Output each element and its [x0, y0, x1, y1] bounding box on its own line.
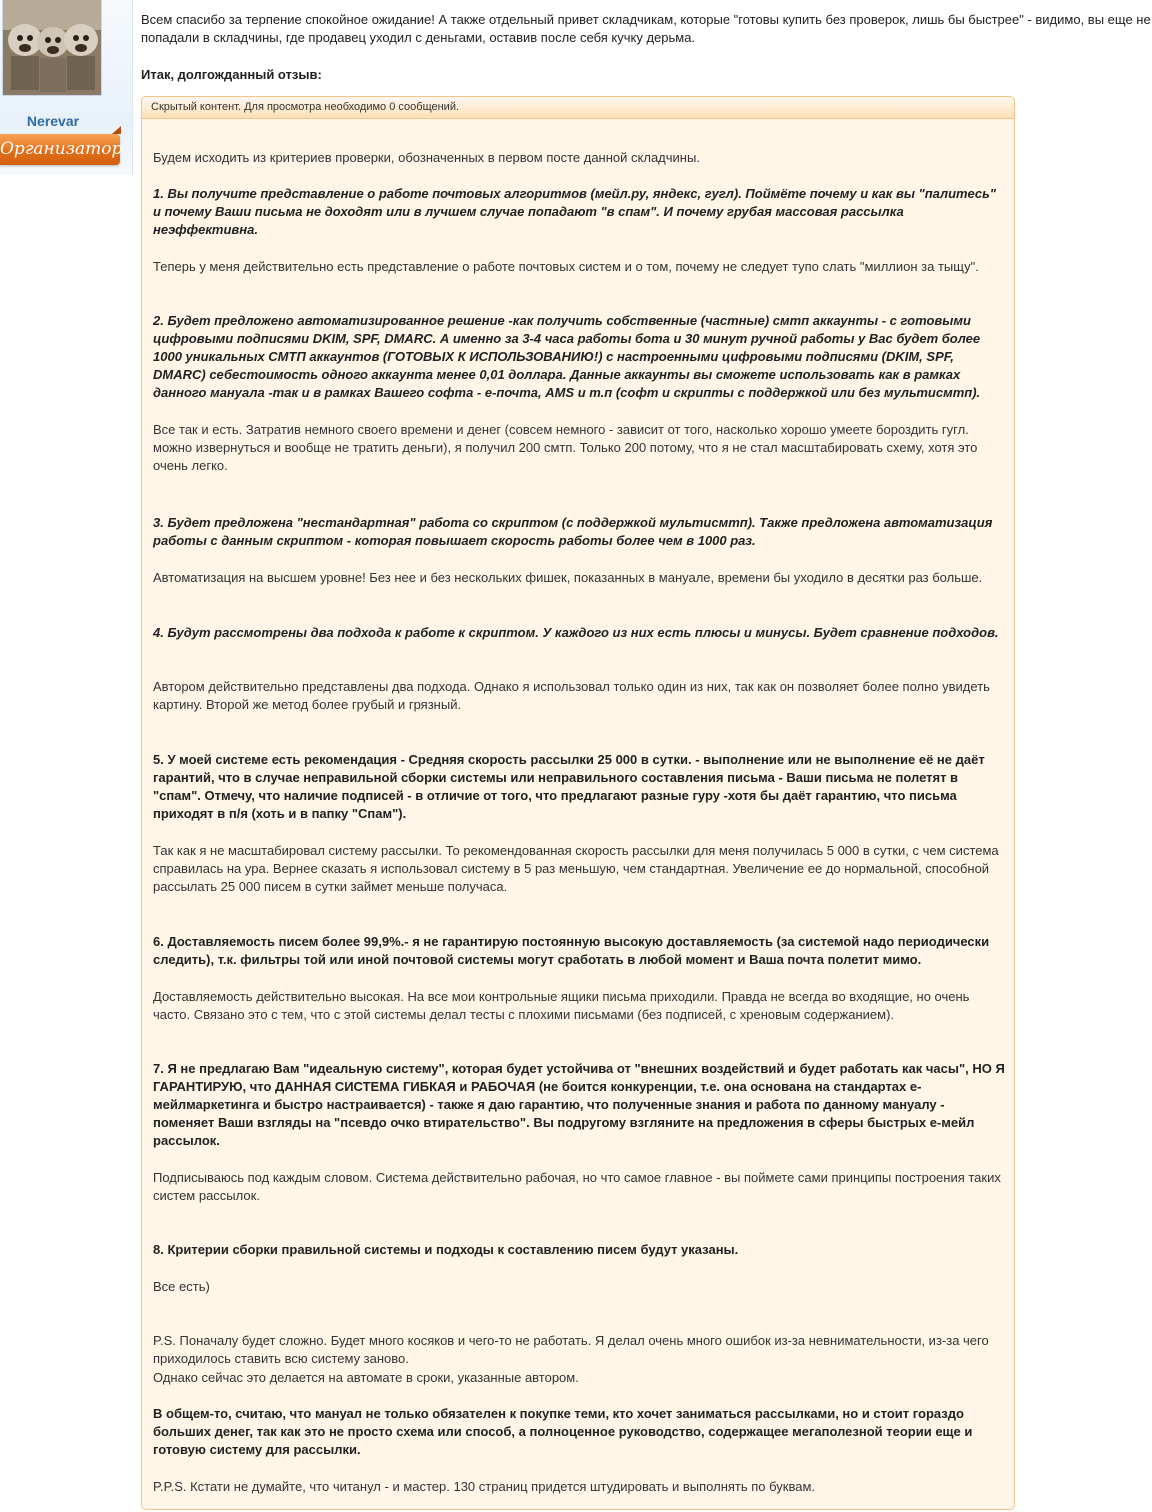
postscript: P.S. Поначалу будет сложно. Будет много косяков и чего-то не работать. Я делал очень много ошибок из-за невнимательности, из-за чего приходилось ставить всю систему заново.: [153, 1333, 989, 1366]
review-conclusion: В общем-то, считаю, что мануал не только обязателен к покупке теми, кто хочет заниматься рассылками, но и стоит гораздо больших денег, так как это не просто схема или способ, а полноценное руководство, содержащее мегаполезной теории еще и готовую систему для рассылки.: [153, 1406, 973, 1457]
review-paragraph: Все так и есть. Затратив немного своего времени и денег (совсем немного - зависит от того, насколько хорошо умеете бороздить гугл. можно извернуться и вообще не тратить деньги), я получил 200 смтп. Только 200 потому, что я не стал масштабировать схему, хотя это очень легко.: [153, 422, 978, 473]
criterion-8: 8. Критерии сборки правильной системы и подходы к составлению писем будут указаны.: [153, 1242, 739, 1257]
criterion-2: 2. Будет предложено автоматизированное решение -как получить собственные (частные) смтп аккаунты - с готовыми цифровыми подписями DKIM, SPF, DMARC. А именно за 3-4 часа работы бота и 30 минут ручной работы у Вас будет более 1000 уникальных СМТП аккаунтов (ГОТОВЫХ К ИСПОЛЬЗОВАНИЮ!) с настроенными цифровыми подписями (DKIM, SPF, DMARC) себестоимость одного аккаунта менее 0,01 доллара. Данные аккаунты вы сможете использовать как в рамках данного мануала -так и в рамках Вашего софта - е-почта, AMS и т.п (софт и скрипты с поддержкой или без мультисмтп).: [153, 313, 981, 400]
hidden-content-block: [141, 96, 1015, 1510]
avatar[interactable]: [2, 0, 102, 96]
review-paragraph: Автоматизация на высшем уровне! Без нее и без нескольких фишек, показанных в мануале, времени бы уходило в десятки раз больше.: [153, 570, 983, 585]
review-paragraph: Все есть): [153, 1279, 210, 1294]
user-sidebar: [0, 0, 133, 175]
review-paragraph: Так как я не масштабировал систему рассылки. То рекомендованная скорость рассылки для меня получилась 5 000 в сутки, с чем система справилась на ура. Вернее сказать я использовал систему в 5 раз меньшую, чем стандартная. Увеличение ее до нормальной, способной рассылать 25 000 писем в сутки займет меньше получаса.: [153, 843, 999, 894]
user-title-badge: Организатор: [0, 134, 120, 165]
review-paragraph: Автором действительно представлены два подхода. Однако я использовал только один из них, так как он позволяет более полно увидеть картину. Второй же метод более грубый и грязный.: [153, 679, 990, 712]
avatar-image: [3, 0, 101, 95]
review-paragraph: Теперь у меня действительно есть представление о работе почтовых систем и о том, почему не следует тупо слать "миллион за тыщу".: [153, 259, 979, 274]
criterion-6: 6. Доставляемость писем более 99,9%.- я не гарантирую постоянную высокую доставляемость (за системой надо периодически следить), т.к. фильтры той или иной почтовой системы могут сработать в любой момент и Ваша почта полетит мимо.: [153, 934, 990, 967]
user-title-ribbon-fold: [112, 126, 121, 134]
review-paragraph: Доставляемость действительно высокая. На все мои контрольные ящики письма приходили. Правда не всегда во входящие, но очень часто. Связано это с тем, что с этой системы делал тесты с плохими письмами (без подписей, с хреновым содержанием).: [153, 989, 970, 1022]
criterion-4: 4. Будут рассмотрены два подхода к работе к скриптом. У каждого из них есть плюсы и минусы. Будет сравнение подходов.: [153, 625, 999, 640]
postscript-continued: Однако сейчас это делается на автомате в сроки, указанные автором.: [153, 1370, 579, 1385]
username[interactable]: Nerevar: [26, 113, 80, 129]
criterion-5: 5. У моей системе есть рекомендация - Средняя скорость рассылки 25 000 в сутки. - выполнение или не выполнение её не даёт гарантий, что в случае неправильной сборки системы или неправильного составления письма - Ваши письма не полетят в "спам". Отмечу, что наличие подписей - в отличие от того, что предлагают разные гуру -хотя бы даёт гарантию, что письма приходят в п/я (хоть и в папку "Спам").: [153, 752, 985, 821]
criterion-7: 7. Я не предлагаю Вам "идеальную систему", которая будет устойчива от "внешних воздействий и будет работать как часы", НО Я ГАРАНТИРУЮ, что ДАННАЯ СИСТЕМА ГИБКАЯ и РАБОЧАЯ (не боится конкуренции, т.е. она основана на стандартах е-мейлмаркетинга и быстро настраивается) - также я даю гарантию, что полученные знания и работа по данному мануалу - поменяет Ваши взгляды на "псевдо очко втирательство". Вы подругому взгляните на предложения в сферы быстрых е-мейл рассылок.: [153, 1061, 1005, 1148]
hidden-content-header[interactable]: Скрытый контент. Для просмотра необходимо 0 сообщений.: [142, 97, 1014, 119]
criterion-1: 1. Вы получите представление о работе почтовых алгоритмов (мейл.ру, яндекс, гугл). Поймёте почему и как вы "палитесь" и почему Ваши письма не доходят или в лучшем случае попадают "в спам". И почему грубая массовая рассылка неэффективна.: [153, 186, 996, 237]
post-intro: Всем спасибо за терпение спокойное ожидание! А также отдельный привет складчикам, которые "готовы купить без проверок, лишь бы быстрее" - видимо, вы еще не попадали в складчины, где продавец уходил с деньгами, оставив после себя кучку дерьма.: [141, 12, 1151, 45]
post-postscript: P.P.S. Кстати не думайте, что читанул - и мастер. 130 страниц придется штудировать и выполнять по буквам.: [153, 1479, 816, 1494]
criterion-3: 3. Будет предложена "нестандартная" работа со скриптом (с поддержкой мультисмтп). Также предложена автоматизация работы с данным скриптом - которая повышает скорость работы более чем в 1000 раз.: [153, 515, 993, 548]
review-paragraph: Подписываюсь под каждым словом. Система действительно рабочая, но что самое главное - вы поймете сами принципы построения таких систем рассылок.: [153, 1170, 1001, 1203]
post-heading: Итак, долгожданный отзыв:: [141, 67, 322, 82]
review-paragraph: Будем исходить из критериев проверки, обозначенных в первом посте данной складчины.: [153, 150, 700, 165]
